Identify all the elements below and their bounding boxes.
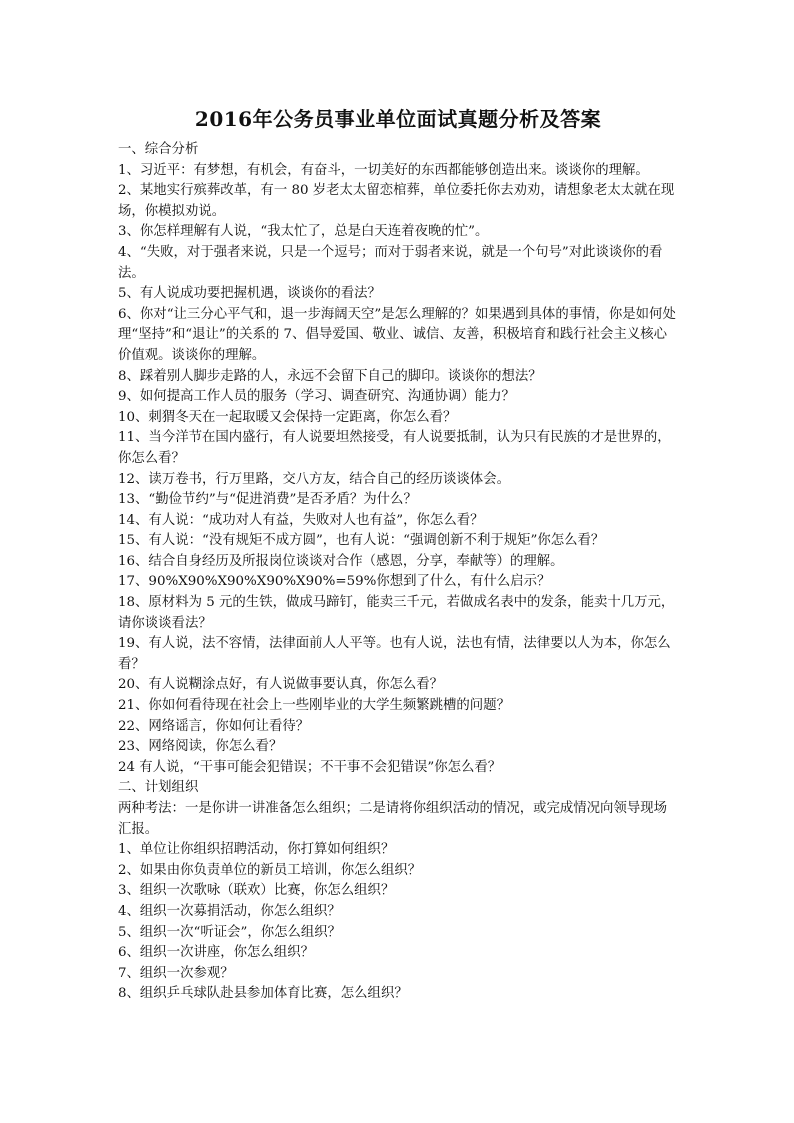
list-item: 20、有人说糊涂点好，有人说做事要认真，你怎么看？ [118, 677, 444, 693]
list-item: 23、网络阅读，你怎么看？ [118, 739, 283, 755]
list-item: 1、单位让你组织招聘活动，你打算如何组织？ [118, 842, 395, 858]
list-item: 3、你怎样理解有人说，“我太忙了，总是白天连着夜晚的忙”。 [118, 224, 489, 240]
list-item: 15、有人说：“没有规矩不成方圆”，也有人说：“强调创新不利于规矩”你怎么看？ [118, 533, 605, 549]
list-item: 5、有人说成功要把握机遇，谈谈你的看法？ [118, 286, 381, 302]
list-item: 24 有人说，“干事可能会犯错误；不干事不会犯错误”你怎么看？ [118, 759, 502, 775]
list-item: 13、“勤俭节约”与“促进消费”是否矛盾？为什么？ [118, 492, 417, 508]
section2-intro: 两种考法：一是你讲一讲准备怎么组织；二是请将你组织活动的情况，或完成情况向领导现场汇报。 [118, 801, 668, 837]
list-item: 10、刺猬冬天在一起取暖又会保持一定距离，你怎么看？ [118, 409, 457, 425]
list-item: 17、90%X90%X90%X90%X90%=59%你想到了什么，有什么启示？ [118, 574, 551, 590]
list-item: 6、你对“让三分心平气和，退一步海阔天空”是怎么理解的？如果遇到具体的事情，你是如何处理“坚持”和“退让”的关系的 7、倡导爱国、敬业、诚信、友善，积极培育和践行社会主义核心价值观。谈谈你的理解。 [118, 306, 676, 363]
list-item: 2、某地实行殡葬改革，有一 80 岁老太太留恋棺葬，单位委托你去劝劝，请想象老太太就在现场，你模拟劝说。 [118, 183, 675, 219]
list-item: 22、网络谣言，你如何让看待？ [118, 718, 310, 734]
section-heading-planning-organization: 二、计划组织 [118, 780, 199, 796]
list-item: 4、组织一次募捐活动，你怎么组织？ [118, 903, 341, 919]
list-item: 18、原材料为 5 元的生铁，做成马蹄钉，能卖三千元，若做成名表中的发条，能卖十几万元，请你谈谈看法？ [118, 595, 675, 631]
section-heading-comprehensive-analysis: 一、综合分析 [118, 142, 199, 157]
list-item: 16、结合自身经历及所报岗位谈谈对合作（感恩，分享，奉献等）的理解。 [118, 553, 564, 569]
list-item: 12、读万卷书，行万里路，交八方友，结合自己的经历谈谈体会。 [118, 471, 510, 487]
list-item: 1、习近平：有梦想，有机会，有奋斗，一切美好的东西都能够创造出来。谈谈你的理解。 [118, 162, 649, 178]
list-item: 9、如何提高工作人员的服务（学习、调查研究、沟通协调）能力？ [118, 389, 515, 405]
document-page [118, 106, 678, 1005]
section1-list [118, 161, 678, 779]
list-item: 3、组织一次歌咏（联欢）比赛，你怎么组织？ [118, 883, 395, 899]
list-item: 4、“失败，对于强者来说，只是一个逗号；而对于弱者来说，就是一个句号”对此谈谈你的看法。 [118, 244, 663, 281]
list-item: 11、当今洋节在国内盛行，有人说要坦然接受，有人说要抵制，认为只有民族的才是世界的，你怎么看？ [118, 430, 671, 466]
list-item: 19、有人说，法不容情，法律面前人人平等。也有人说，法也有情，法律要以人为本，你怎么看？ [118, 636, 671, 672]
list-item: 7、组织一次参观？ [118, 965, 234, 981]
list-item: 8、踩着别人脚步走路的人，永远不会留下自己的脚印。谈谈你的想法？ [118, 368, 542, 384]
list-item: 5、组织一次“听证会”，你怎么组织？ [118, 924, 342, 940]
list-item: 21、你如何看待现在社会上一些刚毕业的大学生频繁跳槽的问题？ [118, 698, 510, 714]
list-item: 14、有人说：“成功对人有益，失败对人也有益”，你怎么看？ [118, 512, 484, 528]
list-item: 8、组织乒乓球队赴县参加体育比赛，怎么组织？ [118, 986, 408, 1002]
document-title: 2016年公务员事业单位面试真题分析及答案 [194, 107, 602, 131]
list-item: 2、如果由你负责单位的新员工培训，你怎么组织？ [118, 862, 422, 878]
list-item: 6、组织一次讲座，你怎么组织？ [118, 945, 314, 961]
section2-list [118, 840, 678, 1005]
